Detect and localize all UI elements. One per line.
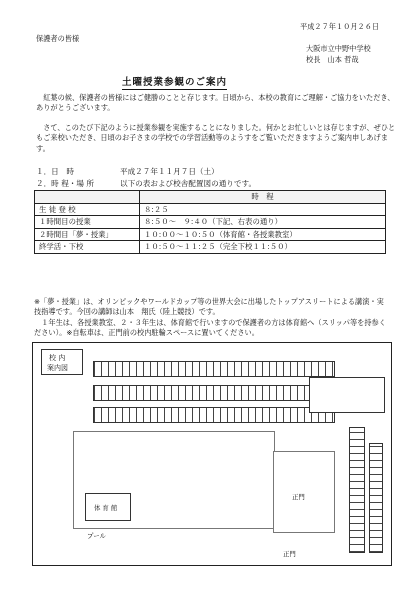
row-label: ２時間目「夢・授業」 [35, 228, 140, 241]
date-value: 平成２７年１１月７日（土） [120, 167, 219, 176]
recipient: 保護者の皆様 [36, 34, 80, 43]
entrance-label: 正門 [283, 550, 296, 558]
place-value: 以下の表および校舎配置図の通りです。 [120, 179, 257, 188]
table-row [35, 216, 386, 229]
map-title-line1: 校 内 [49, 354, 66, 362]
table-row [35, 241, 386, 254]
attendance-note: １年生は、各授業教室、２・３年生は、体育館で行いますので保護者の方は体育館へ（スリッパ等を持参ください）。※自転車は、正門前の校内駐輪スペースに置いてください。 [34, 318, 386, 338]
campus-map [32, 342, 392, 566]
gymnasium [85, 493, 131, 521]
map-title-box [41, 349, 83, 375]
map-title-line2: 案内図 [47, 364, 68, 372]
gate-area [273, 451, 335, 533]
place-label: ２．時 程・場 所 [36, 179, 94, 188]
invitation-paragraph: さて、このたび下記のように授業参観を実施することになりました。何かとお忙しいとは存じますが、ぜひともご来校いただき、日頃のお子さまの学校での学習活動等のようすをご覧いただきますようご案内申しあげます。 [36, 123, 396, 153]
gymnasium-label: 体 育 館 [94, 504, 118, 512]
row-value: １０:５０～１１:２５（完全下校１１:５０） [140, 241, 386, 254]
row-value: ８:５０～ ９:４０（下記、右表の通り） [140, 216, 386, 229]
table-header-empty [35, 191, 140, 204]
row-label: 生 徒 登 校 [35, 203, 140, 216]
page-title: 土曜授業参観のご案内 [122, 74, 227, 90]
east-wing-outer [369, 443, 383, 553]
row-value: ８:２５ [140, 203, 386, 216]
building-corner-block [309, 377, 385, 413]
table-row [35, 203, 386, 216]
row-value: １０:００～１０:５０（体育館・各授業教室） [140, 228, 386, 241]
building-third-wing [93, 407, 335, 423]
table-header-row [35, 191, 386, 204]
row-label: 終学活・下校 [35, 241, 140, 254]
pool-label: プール [87, 532, 106, 540]
row-label: １時間目の授業 [35, 216, 140, 229]
schedule-table [34, 190, 386, 254]
east-wing [349, 427, 365, 553]
athlete-note: ※「夢・授業」は、オリンピックやワールドカップ等の世界大会に出場したトップアスリートによる講演・実技指導です。今回の講師は山本 翔氏（陸上競技）です。 [34, 297, 384, 317]
building-second-wing [93, 385, 335, 401]
building-north-wing [93, 361, 335, 377]
principal-name: 校長 山本 哲哉 [306, 55, 359, 64]
school-name: 大阪市立中野中学校 [306, 44, 371, 53]
greeting-paragraph: 紅葉の候、保護者の皆様にはご健勝のことと存じます。日頃から、本校の教育にご理解・ご協力をいただき、ありがとうございます。 [36, 93, 395, 113]
table-row [35, 228, 386, 241]
gate-label: 正門 [292, 493, 305, 501]
date-label: １．日 時 [36, 167, 74, 176]
document-date: 平成２７年１０月２６日 [300, 22, 380, 31]
table-header-time: 時 程 [140, 191, 386, 204]
